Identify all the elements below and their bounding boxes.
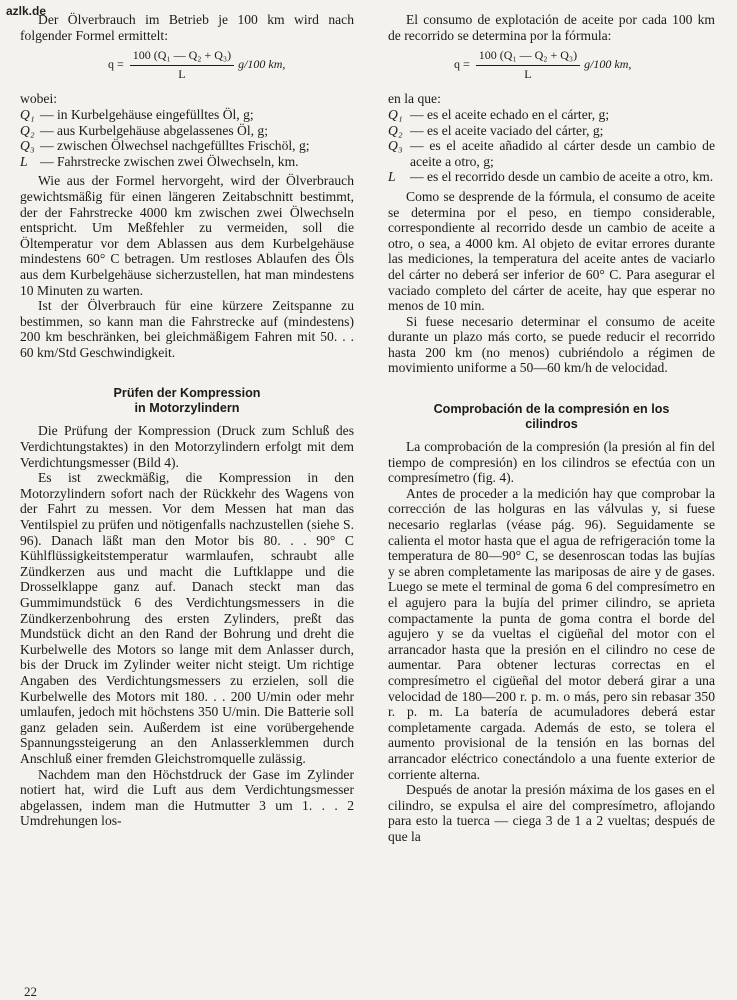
- definition-text: — in Kurbelgehäuse eingefülltes Öl, g;: [40, 106, 254, 122]
- body-paragraph: Nachdem man den Höchstdruck der Gase im Zylinder notiert hat, wird die Luft aus dem Verdichtungsmesser abgelassen, indem man die Hutmutter 3 um 1. . . 2 Umdrehungen los-: [20, 766, 354, 829]
- body-paragraph: Si fuese necesario determinar el consumo de aceite durante un plazo más corto, se puede reducir el recorrido hasta 200 km (no menos) cubriéndolo a régimen de movimiento uniforme a 50—60 km/h de velocidad.: [388, 313, 715, 376]
- body-paragraph: La comprobación de la compresión (la presión al fin del tiempo de compresión) en los cilindros se efectúa con un compresímetro (fig. 4).: [388, 439, 715, 486]
- definition-symbol: Q₂: [20, 122, 35, 138]
- definitions-intro: wobei:: [20, 91, 57, 107]
- definition-text: — Fahrstrecke zwischen zwei Ölwechseln, km.: [40, 153, 299, 169]
- definition-item: [20, 107, 354, 123]
- section-heading: [388, 402, 715, 431]
- variable-definitions: [388, 107, 715, 185]
- intro-paragraph: Der Ölverbrauch im Betrieb je 100 km wird nach folgender Formel ermittelt:: [20, 12, 354, 43]
- section-heading: [20, 386, 354, 415]
- formula-denominator: L: [524, 66, 532, 81]
- body-paragraph: Ist der Ölverbrauch für eine kürzere Zeitspanne zu bestimmen, so kann man die Fahrstrecke auf (mindestens) 200 km beschränken, bei gleichmäßigem Fahren mit 50. . . 60 km/Std Geschwindigkeit.: [20, 298, 354, 360]
- formula-unit: g/100 km,: [238, 57, 286, 72]
- body-paragraph: Wie aus der Formel hervorgeht, wird der Ölverbrauch gewichtsmäßig für einen längeren Zeitabschnitt bestimmt, der der Fahrstrecke 4000 km zwischen zwei Ölwechseln entspricht. Um Meßfehler zu vermeiden, soll die Öltemperatur vor dem Ablassen aus dem Kurbelgehäuse mindestens 60° C betragen. Um restloses Ablaufen des Öls aus dem Kurbelgehäuse sicherzustellen, hat man mindestens 10 Minuten zu warten.: [20, 173, 354, 298]
- body-paragraph: Antes de proceder a la medición hay que comprobar la corrección de las holguras en las válvulas y, si fuese necesario reglarlas (véase pág. 96). Seguidamente se calienta el motor hasta que el agua de refrigeración tome la temperatura de 80—90° C, se desenroscan todas las bujías y se abren completamente las mariposas de aire y de gases. Luego se mete el terminal de goma 6 del compresímetro en el agujero para la bujía del primer cilindro, se aprieta compactamente la punta de goma contra el borde del agujero y se da vueltas el cigüeñal del motor con el arrancador hasta que la presión en el cilindro no cese de aumentar. Para obtener lecturas correctas en el compresímetro el cigüeñal del motor deberá girar a una velocidad de 180—200 r. p. m. o más, pero sin rebasar 350 r. p. m. La batería de acumuladores deberá estar completamente cargada. Además de esto, se tolera el aumento provisional de la tensión en las bornas del arrancador eléctrico conectándolo a una fuente exterior de corriente alterna.: [388, 485, 715, 782]
- definition-text: — zwischen Ölwechsel nachgefülltes Frischöl, g;: [40, 138, 310, 154]
- definition-item: [388, 107, 715, 123]
- body-paragraph: Es ist zweckmäßig, die Kompression in den Motorzylindern sofort nach der Rückkehr des Wagens von der Fahrt zu messen. Vor dem Messen hat man das Ventilspiel zu prüfen und nötigenfalls nachzustellen (siehe S. 96). Danach läßt man den Motor bis 80. . . 90° C Kühlflüssigkeitstemperatur warmlaufen, schraubt alle Zündkerzen aus und macht die Luftklappe und die Drosselklappe ganz auf. Danach steckt man das Gummimundstück 6 des Verdichtungsmessers in die Zündkerzenbohrung des ersten Zylinders, preßt das Mundstück dicht an den Rand der Bohrung und dreht die Kurbelwelle des Motors so lange mit dem Anlasser durch, bis der Druck im Zylinder weiter nicht steigt. Um richtige Angaben des Verdichtungsmessers zu erzielen, soll die Kurbelwelle des Motors mit 180. . . 200 U/min oder mehr umlaufen, jedoch mit höchstens 350 U/min. Die Batterie soll ganz geladen sein. Außerdem ist eine vorübergehende Spannungssteigerung an den Anlasserklemmen durch Anschluß einer fremden Gleichstromquelle zulässig.: [20, 470, 354, 766]
- definition-symbol: Q₃: [388, 138, 403, 154]
- body-paragraph: Después de anotar la presión máxima de los gases en el cilindro, se expulsa el aire del compresímetro, aflojando para esto la tuerca — ciega 3 de 1 a 2 vueltas; después de que la: [388, 782, 715, 844]
- definition-text: — aus Kurbelgehäuse abgelassenes Öl, g;: [40, 122, 269, 138]
- intro-paragraph: El consumo de explotación de aceite por cada 100 km de recorrido se determina por la fórmula:: [388, 12, 715, 43]
- formula-fraction: [476, 48, 580, 82]
- oil-consumption-formula: [20, 48, 354, 82]
- definition-text: — es el recorrido desde un cambio de aceite a otro, km.: [410, 169, 714, 185]
- section-heading-line: Comprobación de la compresión en los: [433, 402, 670, 417]
- body-paragraph: Como se desprende de la fórmula, el consumo de aceite se determina por el peso, en tiempo considerable, correspondiente al recorrido desde un cambio de aceite a otro, o sea, a 4000 km. Al objeto de evitar errores durante las mediciones, la temperatura del aceite antes de vaciarlo del cárter no deberá ser inferior de 60° C. Para asegurar el vaciado completo del cárter de aceite, hay que esperar no menos de 10 min.: [388, 188, 715, 314]
- variable-definitions: [20, 107, 354, 169]
- definition-symbol: Q₃: [20, 138, 35, 154]
- definition-item: [388, 123, 715, 139]
- german-column: [20, 12, 354, 829]
- definition-text: — es el aceite vaciado del cárter, g;: [410, 122, 604, 138]
- definition-item: [20, 154, 354, 170]
- definition-item: [388, 169, 715, 185]
- body-paragraph: Die Prüfung der Kompression (Druck zum Schluß des Verdichtungstaktes) in den Motorzylindern erfolgt mit dem Verdichtungsmesser (Bild 4).: [20, 423, 354, 470]
- definition-text: — es el aceite echado en el cárter, g;: [410, 106, 610, 122]
- formula-lhs: q =: [454, 57, 470, 72]
- section-heading-line: in Motorzylindern: [134, 400, 240, 415]
- definition-symbol: Q₂: [388, 122, 403, 138]
- formula-lhs: q =: [108, 57, 124, 72]
- section-heading-line: Prüfen der Kompression: [113, 386, 261, 401]
- definitions-intro: en la que:: [388, 91, 441, 107]
- page-number: 22: [24, 984, 37, 999]
- formula-numerator: 100 (Q₁ — Q₂ + Q₃): [130, 48, 234, 66]
- site-watermark: azlk.de: [6, 4, 47, 18]
- formula-unit: g/100 km,: [584, 57, 632, 72]
- oil-consumption-formula: [388, 48, 715, 82]
- definition-symbol: L: [388, 169, 396, 185]
- definition-item: [20, 138, 354, 154]
- formula-denominator: L: [178, 66, 186, 81]
- definition-symbol: Q₁: [388, 106, 403, 122]
- formula-numerator: 100 (Q₁ — Q₂ + Q₃): [476, 48, 580, 66]
- definition-symbol: Q₁: [20, 106, 35, 122]
- definition-text: — es el aceite añadido al cárter desde un cambio de aceite a otro, g;: [410, 138, 715, 169]
- section-heading-line: cilindros: [525, 416, 578, 431]
- definition-item: [20, 123, 354, 139]
- definition-symbol: L: [20, 153, 28, 169]
- definition-item: [388, 138, 715, 169]
- formula-fraction: [130, 48, 234, 82]
- spanish-column: [388, 12, 715, 845]
